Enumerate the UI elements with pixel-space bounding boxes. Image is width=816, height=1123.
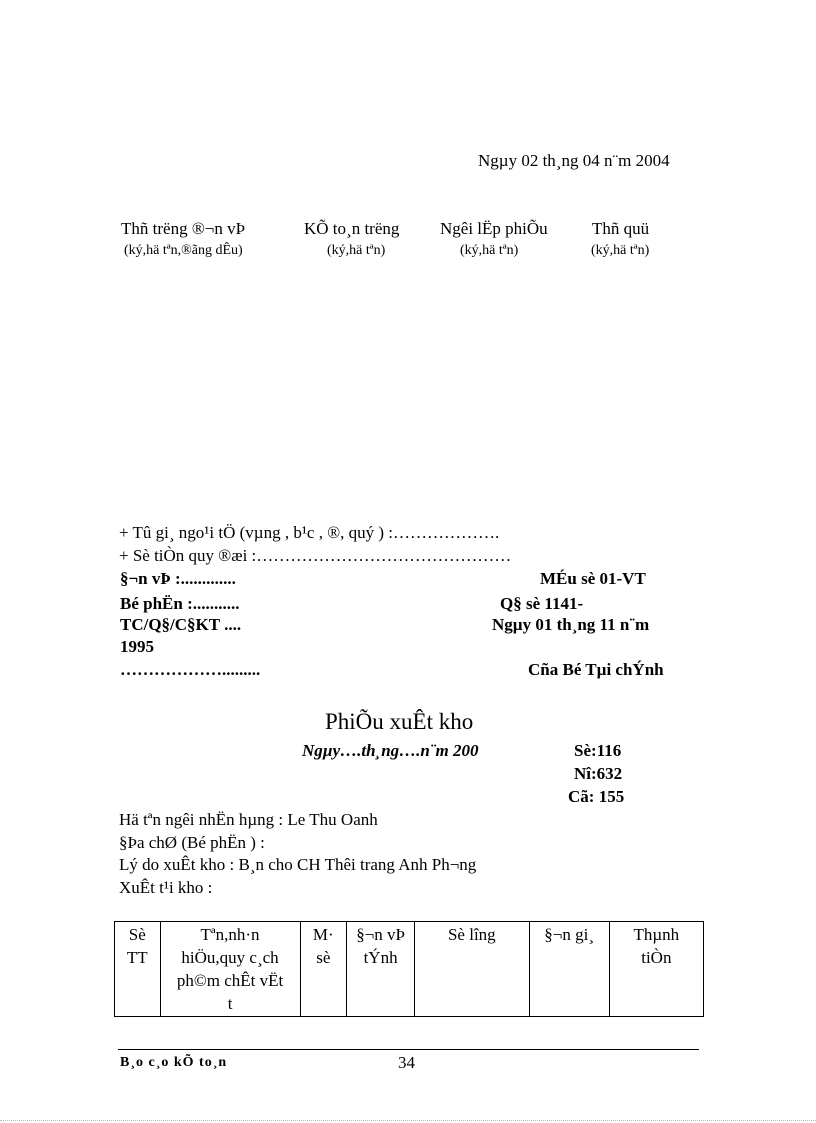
- slip-debit: Nî:632: [574, 764, 623, 783]
- footer-report: B¸o c¸o kÕ to¸n: [120, 1055, 228, 1070]
- decision-year: 1995: [120, 637, 154, 656]
- decision-number: Q§ sè 1141-: [500, 594, 584, 613]
- top-date: Ngµy 02 th¸ng 04 n¨m 2004: [478, 151, 670, 170]
- col-price: §¬n gi¸: [529, 922, 609, 1017]
- table-header-row: [115, 922, 704, 1017]
- warehouse-line: XuÊt t¹i kho :: [119, 878, 213, 897]
- page-number: 34: [398, 1053, 415, 1072]
- amount-line: + Sè tiÒn quy ®æi :………………………………………: [119, 546, 512, 565]
- ministry: Cña Bé Tµi chÝnh: [528, 660, 664, 679]
- signature-role-chief-accountant: KÕ to¸n trëng: [304, 219, 400, 238]
- col-total: Thµnh tiÒn: [609, 922, 703, 1017]
- department-field: Bé phËn :...........: [120, 594, 240, 613]
- col-stt: Sè TT: [115, 922, 161, 1017]
- decision-date: Ngµy 01 th¸ng 11 n¨m: [492, 615, 650, 634]
- col-unit: §¬n vÞ tÝnh: [347, 922, 415, 1017]
- col-code: M· sè: [300, 922, 347, 1017]
- slip-credit: Cã: 155: [568, 787, 625, 806]
- col-name: Tªn,nh·n hiÖu,quy c¸ch ph©m chÊt vËt t: [160, 922, 300, 1017]
- page-edge-dotted-line: [0, 1120, 816, 1121]
- col-quantity: Sè lîng: [415, 922, 530, 1017]
- valuables-line: + Tû gi¸ ngo¹i tÖ (vµng , b¹c , ®, quý ) :……………….: [119, 523, 500, 542]
- signature-role-cashier: Thñ quü: [592, 219, 650, 238]
- items-table: [114, 921, 704, 1017]
- footer-rule: [118, 1049, 699, 1050]
- signature-note-director: (ký,hä tªn,®ãng dÊu): [124, 243, 243, 258]
- signature-role-director: Thñ trëng ®¬n vÞ: [121, 219, 246, 238]
- reason-line: Lý do xuÊt kho : B¸n cho CH Thêi trang Anh Ph¬ng: [119, 855, 477, 874]
- slip-title: PhiÕu xuÊt kho: [325, 709, 474, 734]
- signature-role-preparer: Ngêi lËp phiÕu: [440, 219, 548, 238]
- receiver-line: Hä tªn ngêi nhËn hµng : Le Thu Oanh: [119, 810, 378, 829]
- slip-date-line: Ngµy….th¸ng….n¨m 200: [302, 741, 479, 760]
- slip-number: Sè:116: [574, 741, 622, 760]
- signature-note-cashier: (ký,hä tªn): [591, 243, 650, 258]
- tc-line: TC/Q§/C§KT ....: [120, 615, 242, 634]
- address-line: §Þa chØ (Bé phËn ) :: [119, 833, 265, 852]
- signature-note-chief-accountant: (ký,hä tªn): [327, 243, 386, 258]
- dots-line: ……………….........: [120, 660, 261, 679]
- form-number: MÉu sè 01-VT: [540, 569, 646, 588]
- signature-note-preparer: (ký,hä tªn): [460, 243, 519, 258]
- unit-field: §¬n vÞ :.............: [120, 569, 236, 588]
